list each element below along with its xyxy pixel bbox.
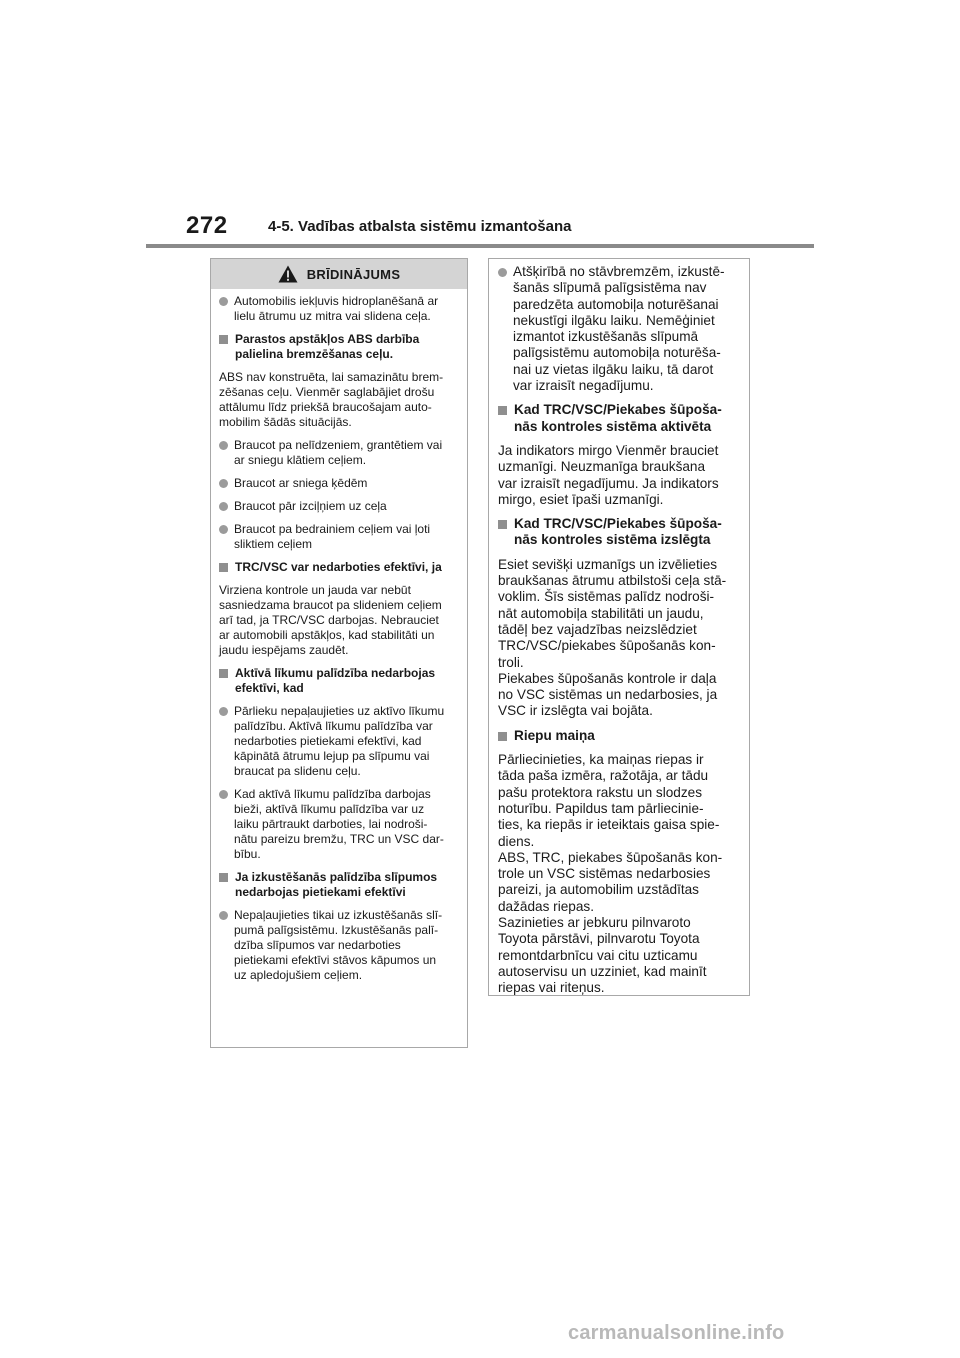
continued-warning-box (488, 258, 750, 996)
list-item-text: Braucot ar sniega ķēdēm (234, 476, 368, 490)
square-marker-icon (498, 732, 507, 741)
paragraph: ABS nav konstruēta, lai samazinātu brem- zēšanas ceļu. Vienmēr saglabājiet drošu attālumu līdz priekšā braucošajam auto- mobilim šādās situācijās. (219, 370, 444, 429)
circle-bullet-icon (219, 790, 228, 799)
list-item (219, 476, 457, 491)
circle-bullet-icon (219, 707, 228, 716)
square-marker-icon (219, 873, 228, 882)
header-divider (146, 244, 814, 248)
warning-title: BRĪDINĀJUMS (306, 266, 401, 282)
list-item-text: Nepaļaujieties tikai uz izkustēšanās slī- pumā palīgsistēmu. Izkustēšanās palī- dzība slīpumos var nedarboties pietiekami efektīvi stāvos kāpumos un uz apledojušiem ceļiem. (234, 908, 443, 982)
subheading-text: Kad TRC/VSC/Piekabes šūpoša- nās kontroles sistēma izslēgta (514, 516, 722, 548)
warning-body (211, 289, 467, 983)
subheading-text: Kad TRC/VSC/Piekabes šūpoša- nās kontroles sistēma aktivēta (514, 402, 722, 434)
list-item-text: Braucot pār izciļņiem uz ceļa (234, 499, 387, 513)
circle-bullet-icon (219, 911, 228, 920)
square-marker-icon (498, 520, 507, 529)
subheading (219, 666, 457, 696)
subheading (219, 870, 457, 900)
page-number: 272 (186, 212, 228, 239)
paragraph: Esiet sevišķi uzmanīgs un izvēlieties braukšanas ātrumu atbilstoši ceļa stā- voklim. Šīs sistēmas palīdz nodroši- nāt automobiļa stabilitāti un jaudu, tādēļ bez vajadzības neizslēdziet TRC/VSC/piekabes šūpošanās kon- troli. Piekabes šūpošanās kontrole ir daļa no VSC sistēmas un nedarbosies, ja VSC ir izslēgta vai bojāta. (498, 556, 727, 719)
watermark: carmanualsonline.info (568, 1322, 785, 1344)
list-item-text: Automobilis iekļuvis hidroplanēšanā ar lielu ātrumu uz mitra vai slidena ceļa. (234, 294, 439, 323)
warning-triangle-icon (278, 265, 298, 283)
list-item (219, 294, 457, 324)
list-item (498, 264, 741, 394)
list-item-text: Braucot pa bedrainiem ceļiem vai ļoti sliktiem ceļiem (234, 522, 431, 551)
circle-bullet-icon (219, 525, 228, 534)
warning-header (211, 259, 467, 289)
square-marker-icon (498, 406, 507, 415)
list-item-text: Kad aktīvā līkumu palīdzība darbojas bieži, aktīvā līkumu palīdzība var uz laiku pārtraukt darboties, lai nodroši- nātu pareizu bremžu, TRC un VSC dar- bību. (234, 787, 444, 861)
continued-warning-body (489, 259, 749, 996)
list-item (219, 522, 457, 552)
paragraph: Ja indikators mirgo Vienmēr brauciet uzmanīgi. Neuzmanīga braukšana var izraisīt negadījumu. Ja indikators mirgo, esiet īpaši uzmanīgi. (498, 442, 719, 507)
subheading-text: TRC/VSC var nedarboties efektīvi, ja (235, 560, 442, 574)
list-item-text: Pārlieku nepaļaujieties uz aktīvo līkumu palīdzību. Aktīvā līkumu palīdzība var nedarboties pietiekami efektīvi, kad kāpinātā ātrumu lejup pa slīpumu vai braucat pa slidenu ceļu. (234, 704, 445, 778)
list-item (219, 787, 457, 862)
list-item (219, 499, 457, 514)
circle-bullet-icon (498, 268, 507, 277)
square-marker-icon (219, 563, 228, 572)
circle-bullet-icon (219, 441, 228, 450)
subheading-text: Ja izkustēšanās palīdzība slīpumos nedarbojas pietiekami efektīvi (235, 870, 438, 899)
subheading-text: Riepu maiņa (514, 727, 595, 743)
subheading-text: Parastos apstākļos ABS darbība palielina bremzēšanas ceļu. (235, 332, 420, 361)
section-title: 4-5. Vadības atbalsta sistēmu izmantošana (268, 218, 572, 235)
list-item-text: Braucot pa nelīdzeniem, grantētiem vai ar sniegu klātiem ceļiem. (234, 438, 443, 467)
subheading (498, 516, 741, 549)
subheading (219, 560, 457, 575)
subheading (498, 728, 741, 744)
subheading (219, 332, 457, 362)
square-marker-icon (219, 669, 228, 678)
paragraph: Pārliecinieties, ka maiņas riepas ir tāda paša izmēra, ražotāja, ar tādu pašu protektora rakstu un slodzes noturību. Papildus tam pārliecinie- ties, ka riepās ir ieteiktais gaisa spie- diens. ABS, TRC, piekabes šūpošanās kon- trole un VSC sistēmas nedarbosies pareizi, ja automobilim uzstādītas dažādas riepas. Sazinieties ar jebkuru pilnvaroto Toyota pārstāvi, pilnvarotu Toyota remontdarbnīcu vai citu uzticamu autoservisu un uzziniet, kad mainīt riepas vai riteņus. (498, 752, 723, 996)
paragraph: Virziena kontrole un jauda var nebūt sasniedzama braucot pa slideniem ceļiem arī tad, ja TRC/VSC darbojas. Nebrauciet ar automobili apstākļos, kad stabilitāti un jaudu iespējams zaudēt. (219, 583, 442, 657)
circle-bullet-icon (219, 502, 228, 511)
circle-bullet-icon (219, 479, 228, 488)
list-item-text: Atšķirībā no stāvbremzēm, izkustē- šanās slīpumā palīgsistēma nav paredzēta automobiļa noturēšanai nekustīgi ilgāku laiku. Nemēģiniet izmantot izkustēšanās slīpumā palīgsistēmu automobiļa noturēša- nai uz vietas ilgāku laiku, tā darot var izraisīt negadījumu. (513, 264, 725, 394)
circle-bullet-icon (219, 297, 228, 306)
warning-box (210, 258, 468, 1048)
subheading-text: Aktīvā līkumu palīdzība nedarbojas efektīvi, kad (235, 666, 436, 695)
subheading (498, 402, 741, 435)
list-item (219, 908, 457, 983)
square-marker-icon (219, 335, 228, 344)
list-item (219, 438, 457, 468)
list-item (219, 704, 457, 779)
